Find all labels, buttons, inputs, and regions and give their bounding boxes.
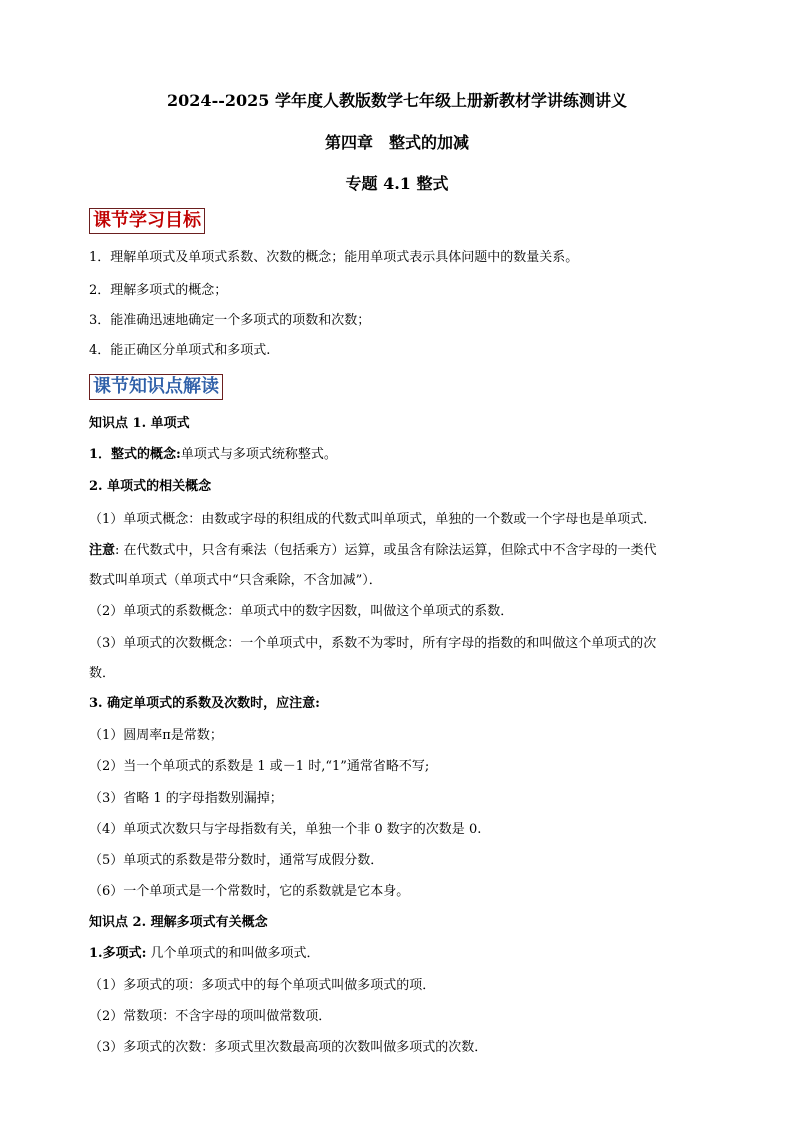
section-2-heading: 2. 单项式的相关概念 (89, 479, 212, 494)
section-1-label: 1．整式的概念: (89, 447, 181, 462)
note-text: : 在代数式中，只含有乘法（包括乘方）运算，或虽含有除法运算，但除式中不含字母的一类代 (115, 543, 657, 558)
goal-item-1: 1．理解单项式及单项式系数、次数的概念；能用单项式表示具体问题中的数量关系。 (89, 250, 579, 265)
section-1-text: 单项式与多项式统称整式。 (180, 447, 337, 462)
attention-item-4: （4）单项式次数只与字母指数有关，单独一个非 0 数字的次数是 0. (89, 822, 482, 837)
polynomial-text: 几个单项式的和叫做多项式． (146, 946, 320, 961)
polynomial-label: 1.多项式: (89, 946, 147, 961)
chapter-title: 第四章 整式的加减 (324, 133, 469, 152)
main-title: 2024--2025 学年度人教版数学七年级上册新教材学讲练测讲义 (167, 91, 627, 110)
attention-item-2: （2）当一个单项式的系数是 1 或－1 时,“1”通常省略不写; (89, 759, 430, 774)
goal-item-3: 3．能准确迅速地确定一个多项式的项数和次数； (89, 313, 371, 328)
knowledge-point-2-heading: 知识点 2. 理解多项式有关概念 (89, 915, 268, 930)
monomial-concept-line: （1）单项式概念：由数或字母的积组成的代数式叫单项式，单独的一个数或一个字母也是单项式． (89, 512, 657, 527)
knowledge-point-1-heading: 知识点 1. 单项式 (89, 416, 190, 431)
note-line (89, 541, 714, 561)
learning-goals-badge: 课节学习目标 (89, 208, 205, 234)
constant-term-line: （2）常数项：不含字母的项叫做常数项． (89, 1009, 332, 1024)
coefficient-concept-line: （2）单项式的系数概念：单项式中的数字因数，叫做这个单项式的系数． (89, 604, 514, 619)
attention-item-3: （3）省略 1 的字母指数别漏掉； (89, 791, 283, 806)
note-label: 注意 (89, 543, 116, 558)
section-3-heading: 3. 确定单项式的系数及次数时，应注意: (89, 696, 320, 711)
degree-concept-continuation: 数． (89, 666, 116, 681)
knowledge-badge: 课节知识点解读 (89, 374, 223, 400)
degree-concept-line: （3）单项式的次数概念：一个单项式中，系数不为零时，所有字母的指数的和叫做这个单项式的次 (89, 636, 657, 651)
goal-item-4: 4．能正确区分单项式和多项式. (89, 343, 271, 358)
attention-item-6: （6）一个单项式是一个常数时，它的系数就是它本身。 (89, 884, 410, 899)
polynomial-degree-line: （3）多项式的次数：多项式里次数最高项的次数叫做多项式的次数． (89, 1040, 488, 1055)
topic-title: 专题 4.1 整式 (345, 174, 449, 193)
polynomial-term-line: （1）多项式的项：多项式中的每个单项式叫做多项式的项． (89, 978, 436, 993)
polynomial-line (89, 944, 714, 964)
attention-item-5: （5）单项式的系数是带分数时，通常写成假分数． (89, 853, 384, 868)
section-1-line (89, 445, 714, 465)
goal-item-2: 2．理解多项式的概念； (89, 283, 228, 298)
attention-item-1: （1）圆周率π是常数； (89, 728, 223, 743)
note-continuation: 数式叫单项式（单项式中“只含乘除，不含加减”）． (89, 573, 382, 588)
